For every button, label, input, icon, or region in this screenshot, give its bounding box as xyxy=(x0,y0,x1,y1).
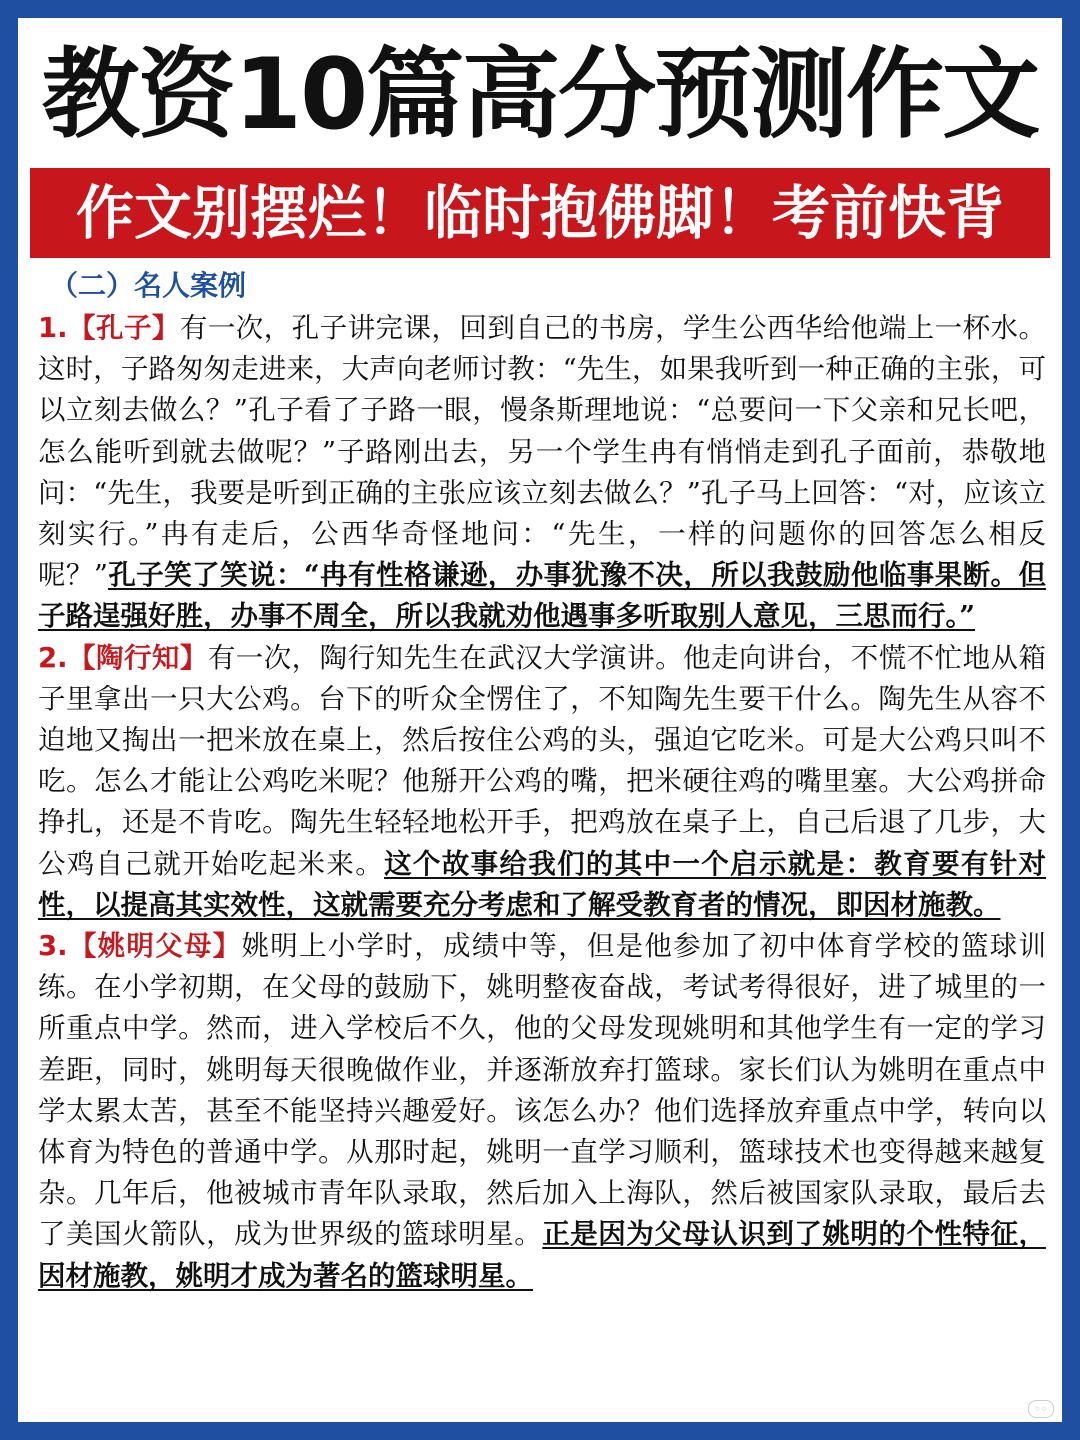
case-text: 姚明上小学时，成绩中等，但是他参加了初中体育学校的篮球训练。在小学初期，在父母的鼓励下，姚明整夜奋战，考试考得很好，进了城里的一所重点中学。然而，进入学校后不久，他的父母发现姚明和其他学生有一定的学习差距，同时，姚明每天很晚做作业，并逐渐放弃打篮球。家长们认为姚明在重点中学太累太苦，甚至不能坚持兴趣爱好。该怎么办？他们选择放弃重点中学，转向以体育为特色的普通中学。从那时起，姚明一直学习顺利，篮球技术也变得越来越复杂。几年后，他被城市青年队录取，然后加入上海队，然后被国家队录取，最后去了美国火箭队，成为世界级的篮球明星。 xyxy=(38,930,1046,1251)
case-text: 有一次，孔子讲完课，回到自己的书房，学生公西华给他端上一杯水。这时，子路匆匆走进来，大声向老师讨教：“先生，如果我听到一种正确的主张，可以立刻去做么？”孔子看了子路一眼，慢条斯理地说：“总要问一下父亲和兄长吧，怎么能听到就去做呢？”子路刚出去，另一个学生冉有悄悄走到孔子面前，恭敬地问：“先生，我要是听到正确的主张应该立刻去做么？”孔子马上回答：“对，应该立刻实行。”冉有走后，公西华奇怪地问：“先生，一样的问题你的回答怎么相反呢？” xyxy=(38,312,1046,592)
case-label: 3.【姚明父母】 xyxy=(38,930,242,963)
page-card xyxy=(18,18,1062,1422)
article-body xyxy=(38,308,1046,1297)
case-key-point: 孔子笑了笑说：“冉有性格谦逊，办事犹豫不决，所以我鼓励他临事果断。但子路逞强好胜，办事不周全，所以我就劝他遇事多听取别人意见，三思而行。” xyxy=(38,559,1046,633)
page-title: 教资10篇高分预测作文 xyxy=(41,38,1039,152)
watermark-icon: ◦◦ xyxy=(1028,1400,1054,1418)
case-key-point: 正是因为父母认识到了姚明的个性特征，因材施教，姚明才成为著名的篮球明星。 xyxy=(38,1218,1047,1292)
case-label: 1.【孔子】 xyxy=(38,312,180,344)
case-paragraph xyxy=(38,638,1046,926)
case-paragraph xyxy=(38,308,1046,638)
case-label: 2.【陶行知】 xyxy=(38,641,208,674)
case-key-point: 这个故事给我们的其中一个启示就是：教育要有针对性，以提高其实效性，这就需要充分考虑和了解受教育者的情况，即因材施教。 xyxy=(38,847,1047,921)
case-paragraph xyxy=(38,926,1046,1297)
case-text: 有一次，陶行知先生在武汉大学演讲。他走向讲台，不慌不忙地从箱子里拿出一只大公鸡。台下的听众全愣住了，不知陶先生要干什么。陶先生从容不迫地又掏出一把米放在桌上，然后按住公鸡的头，强迫它吃米。可是大公鸡只叫不吃。怎么才能让公鸡吃米呢？他掰开公鸡的嘴，把米硬往鸡的嘴里塞。大公鸡拼命挣扎，还是不肯吃。陶先生轻轻地松开手，把鸡放在桌子上，自己后退了几步，大公鸡自己就开始吃起米来。 xyxy=(38,641,1046,880)
banner: 作文别摆烂！临时抱佛脚！考前快背 xyxy=(30,168,1050,258)
section-heading: （二）名人案例 xyxy=(50,269,247,302)
